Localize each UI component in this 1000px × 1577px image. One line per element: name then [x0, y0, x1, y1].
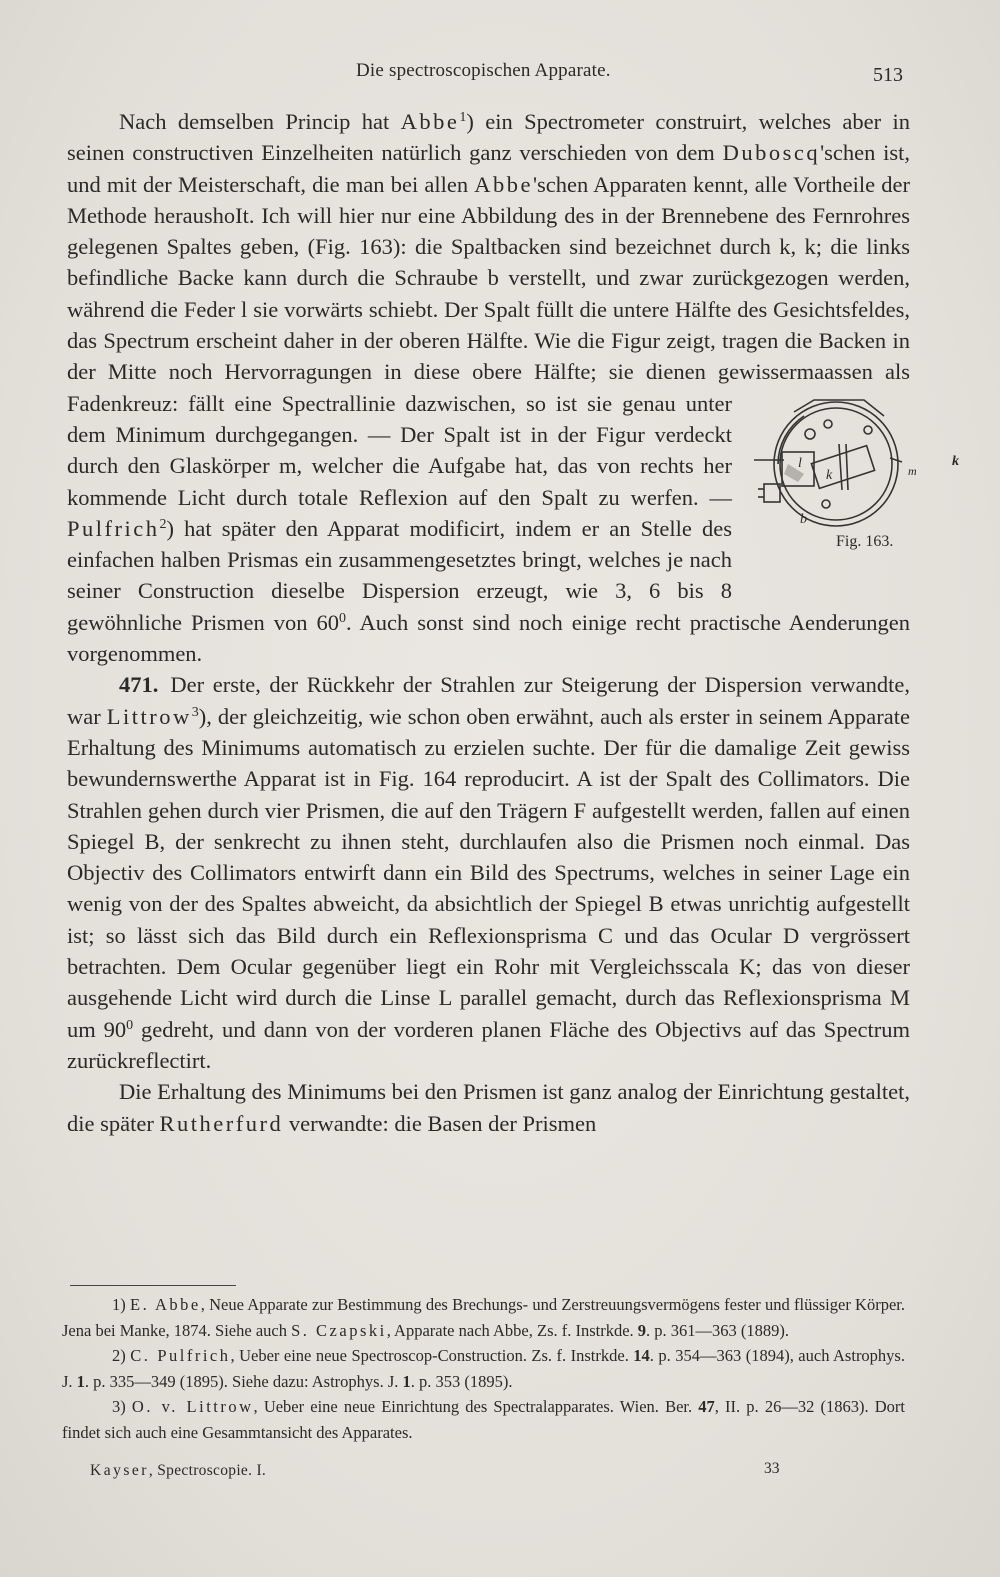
section-number: 471. [119, 672, 159, 698]
footnote-marker: 2) [112, 1346, 131, 1365]
text-run: . p. 335—349 (1895). Siehe dazu: Astrophys. J. [84, 1371, 403, 1391]
text-run: Der erste, der Rückkehr der Strahlen zur Steigerung der Dispersion verwandte, war [67, 672, 910, 729]
text-run: , II. p. 26—32 (1863). Dort findet sich auch eine Gesammtansicht des Apparates. [62, 1397, 905, 1442]
text-run: Die Erhaltung des Minimums bei den Prismen ist ganz analog der Einrichtung gestaltet, die später [67, 1079, 910, 1136]
name-duboscq: Duboscq [722, 140, 821, 166]
body-text [67, 106, 959, 1139]
volume-number: 47 [698, 1397, 715, 1416]
footnote-ref-2: 2 [159, 516, 167, 532]
text-run: , Ueber eine neue Spectroscop-Construction. Zs. f. Instrkde. [230, 1346, 634, 1365]
label-m: m [908, 463, 917, 478]
volume-number: 14 [633, 1346, 650, 1365]
text-run: . p. 354—363 (1894), auch Astrophys. J. [62, 1346, 905, 1391]
text-run: Nach demselben Princip hat [119, 109, 401, 134]
figure-163 [744, 394, 959, 588]
running-head: Die spectroscopischen Apparate. [356, 60, 611, 81]
footnote-3 [62, 1394, 905, 1445]
footnote-marker: 3) [112, 1397, 132, 1416]
degree-sign: 0 [126, 1017, 134, 1033]
name-littrow: Littrow [106, 703, 192, 729]
volume-number: 9 [637, 1320, 647, 1340]
paragraph-minimum [67, 1076, 910, 1139]
footnote-marker: 1) [112, 1295, 130, 1314]
footnote-author: O. v. Littrow [131, 1397, 254, 1416]
text-run: , Neue Apparate zur Bestimmung des Brechungs- und Zerstreuungsvermögens fester und flüssiger Körper. Jena bei Manke, 1874. Siehe auch [62, 1295, 905, 1340]
label-l: l [798, 455, 802, 471]
figure-caption: Fig. 163. [836, 532, 894, 550]
paragraph-section-471 [67, 669, 910, 1076]
footnote-author: E. Abbe [129, 1295, 201, 1314]
name-rutherfurd: Rutherfurd [159, 1110, 284, 1136]
volume-number: 1 [76, 1371, 85, 1391]
text-run: fällt eine Spectrallinie dazwischen, so ist sie genau unter dem Minimum durchgegangen. — Der Spalt ist in der Figur verdeckt durch den Glaskörper m, welcher die Aufgabe hat, das von rechts her kommende Licht durch totale Reflexion auf den Spalt zu werfen. — [67, 390, 732, 510]
footnotes [62, 1292, 905, 1445]
text-run: , Ueber eine neue Einrichtung des Spectralapparates. Wien. Ber. [253, 1397, 699, 1416]
text-run: 'schen ist, und mit der Meisterschaft, die man bei allen [67, 140, 911, 197]
text-run: . Auch sonst sind noch einige recht practische Aenderungen vorgenommen. [67, 609, 910, 667]
text-run: ) ein Spectrometer construirt, welches aber in seinen constructiven Einzelheiten natürlich ganz verschieden von dem [67, 109, 910, 166]
page-header [0, 60, 1000, 90]
footer-title [90, 1462, 266, 1480]
footnote-rule [70, 1285, 236, 1286]
page-number: 513 [873, 64, 903, 86]
text-run: verwandte: die Basen der Prismen [283, 1110, 597, 1136]
paragraph-abbe-spectrometer [67, 106, 959, 669]
text-run: ), der gleichzeitig, wie schon oben erwähnt, auch als erster in seinem Apparate Erhaltung des Minimums automatisch zu erzielen suchte. Der für die damalige Zeit gewiss bewundernswerthe Apparat ist in Fig. 164 reproducirt. A ist der Spalt des Collimators. Die Strahlen gehen durch vier Prismen, die auf den Trägern F aufgestellt werden, fallen auf einen Spiegel B, der senkrecht zu ihnen steht, durchlaufen also die Prismen noch einmal. Das Objectiv des Collimators entwirft dann ein Bild des Spectrums, welches in seiner Lage ein wenig von der des Spaltes abweicht, da absichtlich der Spiegel B etwas unrichtig aufgestellt ist; so lässt sich das Bild durch ein Reflexionsprisma C und das Ocular D vergrössert betrachten. Dem Ocular gegenüber liegt ein Rohr mit Vergleichsscala K; das von dieser ausgehende Licht wird durch die Linse L parallel gemacht, durch das Reflexionsprisma M um 90 [67, 703, 911, 1042]
footnote-author: S. Czapski [291, 1320, 387, 1340]
text-run: ) hat später den Apparat modificirt, indem er an Stelle des einfachen halben Prismas ein zusammengesetztes bringt, welches je nach seiner Construction dieselbe Dispersion erzeugt, wie 3, 6 bis 8 gewöhnliche Prismen von 60 [67, 515, 732, 635]
signature-mark: 33 [764, 1460, 780, 1477]
label-b: b [800, 511, 807, 527]
footnote-author: C. Pulfrich [130, 1346, 231, 1365]
footnote-ref-3: 3 [191, 704, 199, 720]
footnote-2 [62, 1343, 905, 1394]
degree-sign: 0 [339, 610, 347, 626]
name-abbe-2: Abbe [474, 171, 533, 197]
text-run: . p. 353 (1895). [410, 1371, 513, 1391]
footer-book-title: , Spectroscopie. I. [148, 1462, 267, 1479]
footer-author: Kayser [90, 1462, 149, 1479]
name-pulfrich: Pulfrich [67, 515, 160, 541]
text-run: , Apparate nach Abbe, Zs. f. Instrkde. [386, 1320, 638, 1340]
label-k-left: k [826, 467, 833, 483]
footnote-1 [62, 1292, 905, 1343]
name-abbe: Abbe [400, 109, 460, 134]
page-footer [90, 1462, 790, 1486]
text-run: gedreht, und dann von der vorderen planen Fläche des Objectivs auf das Spectrum zurückreflectirt. [67, 1016, 910, 1073]
label-k-right: k [952, 453, 959, 469]
volume-number: 1 [402, 1371, 411, 1391]
footnote-ref-1: 1 [459, 110, 467, 125]
text-run: 'schen Apparaten kennt, alle Vortheile der Methode heraushoIt. Ich will hier nur eine Abbildung des in der Brennebene des Fernrohres gelegenen Spaltes geben, (Fig. 163): die Spaltbacken sind bezeichnet durch k, k; die links befindliche Backe kann durch die Schraube b verstellt, und zwar zurückgezogen werden, während die Feder l sie vorwärts schiebt. Der Spalt füllt die untere Hälfte des Gesichtsfeldes, das Spectrum erscheint daher in der oberen Hälfte. Wie die Figur zeigt, tragen die Backen in der Mitte noch Hervorragungen in diese obere Hälfte; sie dienen gewissermaassen als Fadenkreuz: [67, 171, 910, 416]
text-run: . p. 361—363 (1889). [646, 1320, 790, 1340]
